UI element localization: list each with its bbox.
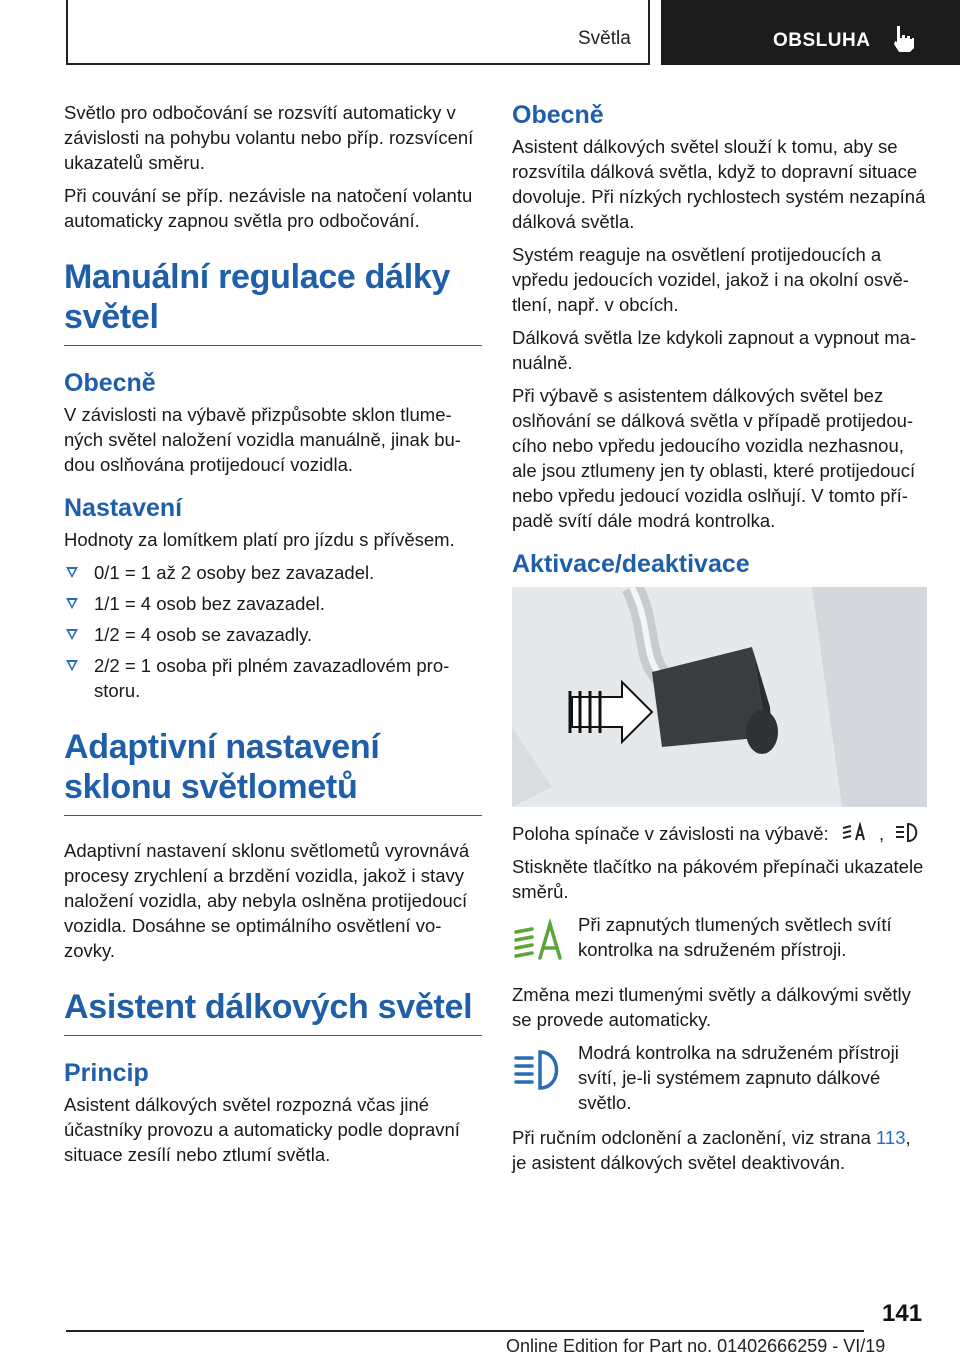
heading-settings: Nastavení: [64, 494, 183, 522]
high-beam-indicator-icon: [512, 1044, 568, 1096]
edition-note: Online Edition for Part no. 01402666259 - VI/19: [506, 1336, 886, 1356]
page-header: [0, 0, 960, 66]
header-section-tab: [66, 0, 650, 65]
page-number: 141: [882, 1300, 923, 1327]
high-beam-assist-indicator-icon: [512, 916, 568, 968]
high-beam-icon: [895, 822, 921, 844]
indicator-note: [512, 1040, 930, 1115]
lever-drawing: [512, 587, 927, 807]
list-item: 1/1 = 4 osob bez zavazadel.: [64, 591, 482, 616]
settings-list: [64, 560, 482, 703]
triangle-bullet-icon: [66, 629, 78, 640]
paragraph: Dálková světla lze kdykoli zapnout a vypnout manuálně.: [512, 327, 917, 373]
turn-signal-lever-illustration: [512, 587, 927, 807]
paragraph: Asistent dálkových světel rozpozná včas jiné účastníky provozu a automaticky podle dopravní situace zesílí nebo ztlumí světla.: [64, 1094, 460, 1165]
page-reference-link[interactable]: 113: [876, 1127, 906, 1148]
right-column: [512, 100, 930, 1183]
paragraph: Hodnoty za lomítkem platí pro jízdu s přívěsem.: [64, 529, 455, 550]
header-chapter-tab: [661, 0, 960, 65]
heading-manual-regulation: Manuální regulace dálky světel: [64, 257, 482, 346]
indicator-note-text: Modrá kontrolka na sdruženém přístroji svítí, je-li systémem zapnuto dálkové světlo.: [578, 1042, 899, 1113]
list-item: 2/2 = 1 osoba při plném zavazadlovém prostoru.: [64, 653, 482, 703]
high-beam-assist-icon: [842, 822, 868, 844]
heading-general: Obecně: [512, 101, 604, 129]
paragraph: Stiskněte tlačítko na pákovém přepínači ukazatele směrů.: [512, 856, 924, 902]
heading-general: Obecně: [64, 369, 156, 397]
triangle-bullet-icon: [66, 598, 78, 609]
left-column: [64, 100, 482, 1175]
paragraph: V závislosti na výbavě přizpůsobte sklon tlumených světel naložení vozidla manuálně, jinak budou oslňována protijedoucí vozidla.: [64, 404, 461, 475]
header-section-title: Světla: [578, 28, 631, 49]
paragraph: Při výbavě s asistentem dálkových světel bez oslňování se dálková světla v případě protijedoucího nebo vpředu jedoucího vozidla nezhasnou, ale jsou ztlumeny jen ty oblasti, které protijedoucí nebo vpředu jedoucí vozidla oslňují. V tomto případě svítí dále modrá kontrolka.: [512, 385, 916, 531]
paragraph: Poloha spínače v závislosti na výbavě: ,: [512, 821, 930, 846]
paragraph: Při couvání se příp. nezávisle na natočení volantu automaticky zapnou světla pro odbočování.: [64, 185, 473, 231]
header-chapter-title: OBSLUHA: [773, 30, 871, 51]
heading-principle: Princip: [64, 1059, 149, 1087]
list-item: 1/2 = 4 osob se zavazadly.: [64, 622, 482, 647]
heading-activation: Aktivace/deaktivace: [512, 550, 750, 578]
pointing-hand-icon: [891, 24, 917, 54]
triangle-bullet-icon: [66, 567, 78, 578]
indicator-note: [512, 912, 930, 972]
paragraph: Změna mezi tlumenými světly a dálkovými světly se provede automaticky.: [512, 984, 911, 1030]
footer-divider: [66, 1330, 864, 1332]
heading-adaptive-leveling: Adaptivní nastavení sklonu světlometů: [64, 727, 482, 816]
paragraph: Asistent dálkových světel slouží k tomu, aby se rozsvítila dálková světla, když to dopravní situace dovoluje. Při nízkých rychlostech systém nezapíná dálková světla.: [512, 136, 926, 232]
paragraph: Adaptivní nastavení sklonu světlometů vyrovnává procesy zrychlení a brzdění vozidla, jakož i stavy naložení vozidla, aby nebyla oslněna protijedoucí vozidla. Dosáhne se optimálního osvětlení vozovky.: [64, 840, 470, 961]
heading-high-beam-assistant: Asistent dálkových světel: [64, 987, 482, 1036]
triangle-bullet-icon: [66, 660, 78, 671]
paragraph: Při ručním odclonění a zaclonění, viz strana 113, je asistent dálkových světel deaktivován.: [512, 1127, 911, 1173]
list-item: 0/1 = 1 až 2 osoby bez zavazadel.: [64, 560, 482, 585]
paragraph: Světlo pro odbočování se rozsvítí automaticky v závislosti na pohybu volantu nebo příp. rozsvícení ukazatelů směru.: [64, 102, 474, 173]
indicator-note-text: Při zapnutých tlumených světlech svítí kontrolka na sdruženém přístroji.: [578, 914, 892, 960]
paragraph: Systém reaguje na osvětlení protijedoucích a vpředu jedoucích vozidel, jakož i na okolní osvětlení, např. v obcích.: [512, 244, 909, 315]
